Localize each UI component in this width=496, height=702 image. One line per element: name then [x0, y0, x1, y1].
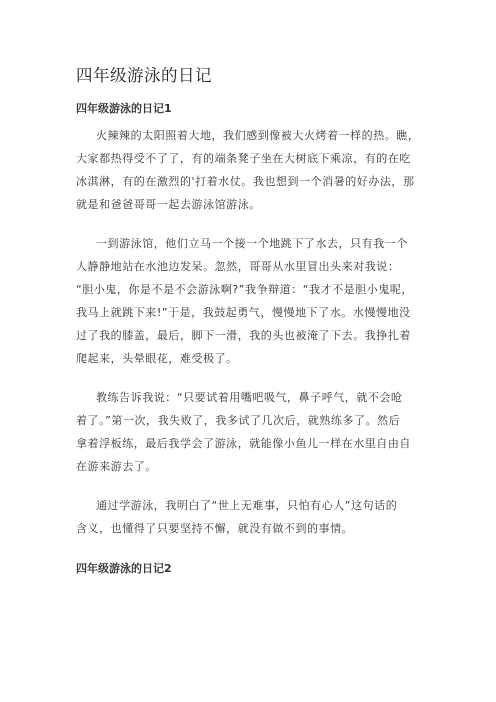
paragraph-line: 含义，也懂得了只要坚持不懈，就没有做不到的事情。 [76, 522, 354, 535]
paragraph-line: 冰淇淋，有的在激烈的'打着水仗。我也想到一个消暑的好办法，那 [76, 175, 415, 188]
paragraph-line: 大家都热得受不了了，有的端条凳子坐在大树底下乘凉，有的在吃 [76, 152, 411, 165]
section-heading-1: 四年级游泳的日记1 [76, 102, 172, 115]
paragraph-line: 就是和爸爸哥哥一起去游泳馆游泳。 [76, 198, 261, 211]
paragraph-line: 通过学游泳，我明白了“世上无难事，只怕有心人”这句话的 [96, 499, 398, 512]
paragraph-line: 我马上就跳下来!”于是，我鼓起勇气，慢慢地下了水。水慢慢地没 [76, 306, 411, 319]
paragraph-line: 在游来游去了。 [76, 460, 157, 473]
paragraph-line: 拿着浮板练，最后我学会了游泳，就能像小鱼儿一样在水里自由自 [76, 437, 411, 450]
paragraph-line: 人静静地站在水池边发呆。忽然，哥哥从水里冒出头来对我说： [76, 260, 400, 273]
section-heading-2: 四年级游泳的日记2 [76, 562, 172, 575]
document-title: 四年级游泳的日记 [76, 66, 212, 85]
paragraph-line: 教练告诉我说：“只要试着用嘴吧吸气，鼻子呼气，就不会呛 [96, 391, 403, 404]
paragraph-line: 一到游泳馆，他们立马一个接一个地跳下了水去，只有我一个 [96, 237, 408, 250]
paragraph-line: 过了我的膝盖，最后，脚下一滑，我的头也被淹了下去。我挣扎着 [76, 329, 411, 342]
paragraph-line: 爬起来，头晕眼花，难受极了。 [76, 352, 238, 365]
paragraph-line: 火辣辣的太阳照着大地，我们感到像被大火烤着一样的热。瞧， [96, 129, 420, 142]
paragraph-line: 着了。”第一次，我失败了，我多试了几次后，就熟练多了。然后 [76, 414, 401, 427]
paragraph-line: “胆小鬼，你是不是不会游泳啊?”我争辩道：“我才不是胆小鬼呢， [76, 283, 413, 296]
